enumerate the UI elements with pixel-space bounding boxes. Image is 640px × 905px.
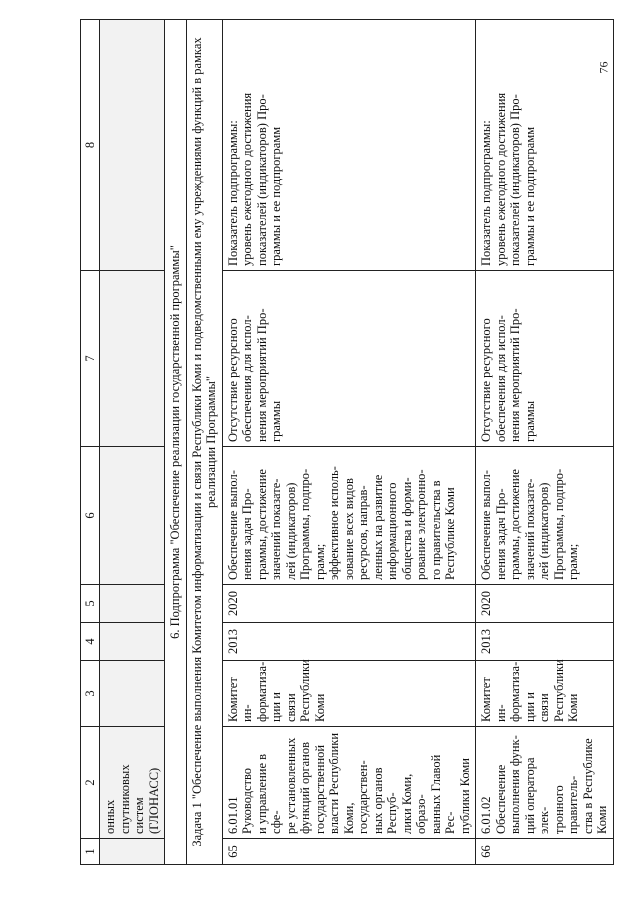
cont-cell	[100, 20, 165, 271]
end-year: 2020	[476, 585, 614, 623]
program-table	[80, 19, 614, 865]
cont-cell	[100, 585, 165, 623]
cont-cell	[100, 661, 165, 727]
task-row	[186, 20, 222, 865]
row-number: 66	[476, 839, 614, 865]
cont-cell-name: онных спутниковых систем (ГЛОНАСС)	[100, 727, 165, 839]
page-number: 76	[596, 61, 611, 74]
executor: Комитет ин- форматиза- ции и связи Республики Коми	[476, 661, 614, 727]
header-cell: 5	[81, 585, 100, 623]
header-row	[81, 20, 100, 865]
header-cell: 2	[81, 727, 100, 839]
task-title: Задача 1 "Обеспечение выполнения Комитетом информатизации и связи Республики Коми и подведомственными ему учреждениями функций в рамках реализации Программы"	[186, 20, 222, 865]
end-year: 2020	[222, 585, 476, 623]
start-year: 2013	[222, 623, 476, 661]
header-cell: 4	[81, 623, 100, 661]
start-year: 2013	[476, 623, 614, 661]
executor: Комитет ин- форматиза- ции и связи Республики Коми	[222, 661, 476, 727]
measure-name: 6.01.02 Обеспечение выполнения функ- ций оператора элек- тронного правитель- ства в Республике Коми	[476, 727, 614, 839]
consequences: Отсутствие ресурсного обеспечения для испол- нения мероприятий Про- граммы	[222, 271, 476, 447]
row-number: 65	[222, 839, 476, 865]
cont-cell	[100, 623, 165, 661]
expected-result: Обеспечение выпол- нения задач Про- граммы, достижение значений показате- лей (индикаторов) Программы, подпро- грамм;	[476, 447, 614, 585]
header-cell: 3	[81, 661, 100, 727]
measure-name: 6.01.01 Руководство и управление в сфе- ре установленных функций органов государственной власти Республики Коми, государствен- ных органов Респуб- лики Коми, образо- ванных Главой Рес- публики Коми	[222, 727, 476, 839]
table-row	[476, 20, 614, 865]
header-cell: 1	[81, 839, 100, 865]
subprogram-title: 6. Подпрограмма "Обеспечение реализации государственной программы"	[165, 20, 187, 865]
cont-cell	[100, 271, 165, 447]
continuation-row	[100, 20, 165, 865]
indicator-link: Показатель подпрограммы: уровень ежегодного достижения показателей (индикаторов) Про- граммы и ее подпрограмм	[476, 20, 614, 271]
header-cell: 7	[81, 271, 100, 447]
indicator-link: Показатель подпрограммы: уровень ежегодного достижения показателей (индикаторов) Про- граммы и ее подпрограмм	[222, 20, 476, 271]
cont-cell	[100, 839, 165, 865]
subprogram-row	[165, 20, 187, 865]
table-row	[222, 20, 476, 865]
cont-cell	[100, 447, 165, 585]
header-cell: 8	[81, 20, 100, 271]
expected-result: Обеспечение выпол- нения задач Про- граммы, достижение значений показате- лей (индикаторов) Программы, подпро- грамм; эффективное исполь- зование всех видов ресурсов, направ- ленных на развитие информационного общества и форми- рование электронно- го правительства в Республике Коми	[222, 447, 476, 585]
rotated-page	[80, 20, 620, 865]
consequences: Отсутствие ресурсного обеспечения для испол- нения мероприятий Про- граммы	[476, 271, 614, 447]
header-cell: 6	[81, 447, 100, 585]
